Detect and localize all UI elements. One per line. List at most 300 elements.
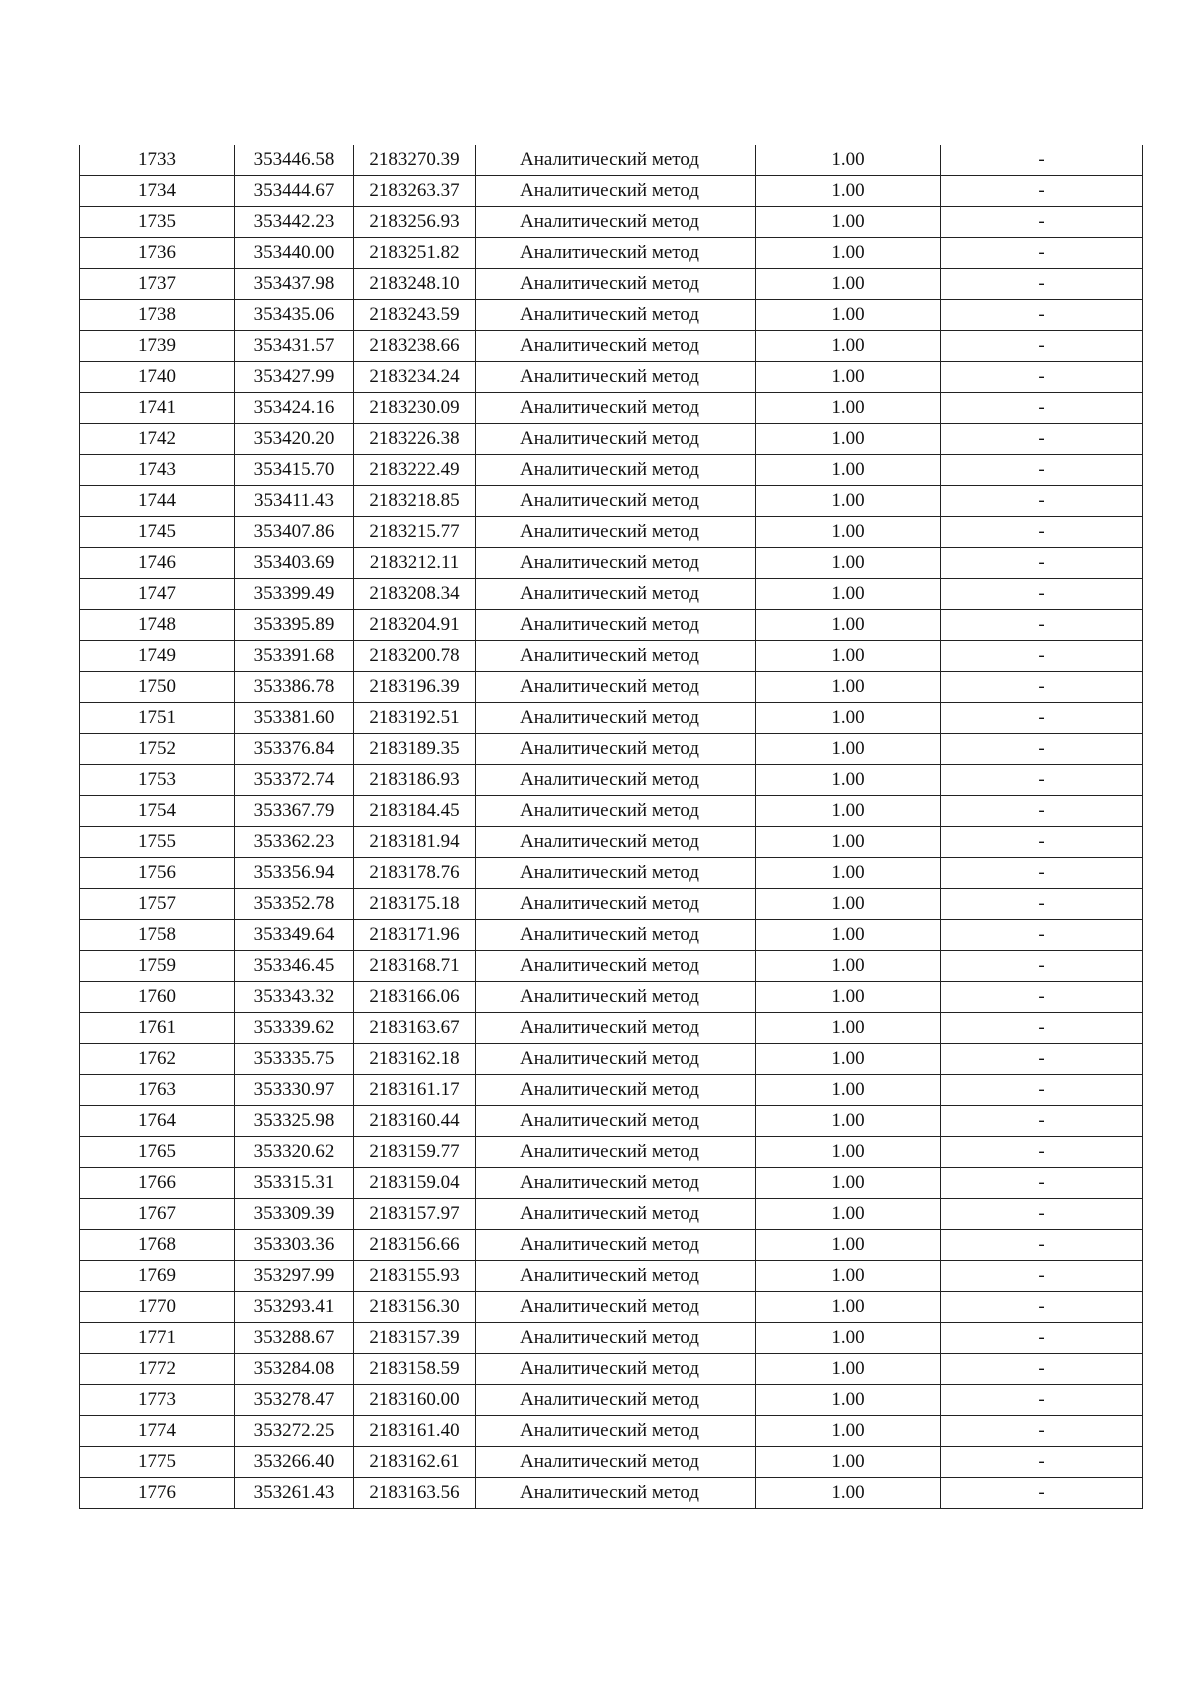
method-cell: Аналитический метод <box>476 1199 756 1230</box>
accuracy-cell: 1.00 <box>756 920 941 951</box>
method-cell: Аналитический метод <box>476 1354 756 1385</box>
note-cell: - <box>941 1261 1143 1292</box>
table-row <box>80 1354 1143 1385</box>
point-number-cell: 1734 <box>80 176 235 207</box>
x-coordinate-cell: 353284.08 <box>235 1354 354 1385</box>
y-coordinate-cell: 2183189.35 <box>354 734 476 765</box>
method-cell: Аналитический метод <box>476 734 756 765</box>
method-cell: Аналитический метод <box>476 1137 756 1168</box>
point-number-cell: 1743 <box>80 455 235 486</box>
method-cell: Аналитический метод <box>476 1478 756 1509</box>
method-cell: Аналитический метод <box>476 796 756 827</box>
note-cell: - <box>941 1075 1143 1106</box>
method-cell: Аналитический метод <box>476 858 756 889</box>
y-coordinate-cell: 2183157.39 <box>354 1323 476 1354</box>
y-coordinate-cell: 2183156.66 <box>354 1230 476 1261</box>
method-cell: Аналитический метод <box>476 1416 756 1447</box>
point-number-cell: 1745 <box>80 517 235 548</box>
method-cell: Аналитический метод <box>476 362 756 393</box>
table-row <box>80 1044 1143 1075</box>
method-cell: Аналитический метод <box>476 145 756 176</box>
point-number-cell: 1749 <box>80 641 235 672</box>
point-number-cell: 1770 <box>80 1292 235 1323</box>
table-row <box>80 610 1143 641</box>
table-row <box>80 889 1143 920</box>
table-row <box>80 858 1143 889</box>
point-number-cell: 1759 <box>80 951 235 982</box>
x-coordinate-cell: 353356.94 <box>235 858 354 889</box>
accuracy-cell: 1.00 <box>756 610 941 641</box>
table-row <box>80 269 1143 300</box>
method-cell: Аналитический метод <box>476 331 756 362</box>
note-cell: - <box>941 1478 1143 1509</box>
y-coordinate-cell: 2183215.77 <box>354 517 476 548</box>
table-row <box>80 362 1143 393</box>
method-cell: Аналитический метод <box>476 238 756 269</box>
point-number-cell: 1757 <box>80 889 235 920</box>
y-coordinate-cell: 2183270.39 <box>354 145 476 176</box>
table-row <box>80 982 1143 1013</box>
accuracy-cell: 1.00 <box>756 765 941 796</box>
y-coordinate-cell: 2183161.17 <box>354 1075 476 1106</box>
table-row <box>80 1261 1143 1292</box>
x-coordinate-cell: 353424.16 <box>235 393 354 424</box>
note-cell: - <box>941 1013 1143 1044</box>
point-number-cell: 1737 <box>80 269 235 300</box>
note-cell: - <box>941 672 1143 703</box>
point-number-cell: 1754 <box>80 796 235 827</box>
y-coordinate-cell: 2183159.04 <box>354 1168 476 1199</box>
y-coordinate-cell: 2183200.78 <box>354 641 476 672</box>
accuracy-cell: 1.00 <box>756 269 941 300</box>
accuracy-cell: 1.00 <box>756 300 941 331</box>
y-coordinate-cell: 2183263.37 <box>354 176 476 207</box>
y-coordinate-cell: 2183192.51 <box>354 703 476 734</box>
table-row <box>80 1230 1143 1261</box>
point-number-cell: 1763 <box>80 1075 235 1106</box>
note-cell: - <box>941 579 1143 610</box>
table-row <box>80 207 1143 238</box>
table-row <box>80 424 1143 455</box>
note-cell: - <box>941 455 1143 486</box>
point-number-cell: 1751 <box>80 703 235 734</box>
y-coordinate-cell: 2183163.56 <box>354 1478 476 1509</box>
y-coordinate-cell: 2183155.93 <box>354 1261 476 1292</box>
x-coordinate-cell: 353309.39 <box>235 1199 354 1230</box>
method-cell: Аналитический метод <box>476 1261 756 1292</box>
accuracy-cell: 1.00 <box>756 1447 941 1478</box>
method-cell: Аналитический метод <box>476 1168 756 1199</box>
note-cell: - <box>941 827 1143 858</box>
y-coordinate-cell: 2183218.85 <box>354 486 476 517</box>
x-coordinate-cell: 353325.98 <box>235 1106 354 1137</box>
coordinates-table-body <box>80 145 1143 1509</box>
method-cell: Аналитический метод <box>476 1323 756 1354</box>
note-cell: - <box>941 951 1143 982</box>
note-cell: - <box>941 796 1143 827</box>
point-number-cell: 1771 <box>80 1323 235 1354</box>
x-coordinate-cell: 353272.25 <box>235 1416 354 1447</box>
accuracy-cell: 1.00 <box>756 982 941 1013</box>
note-cell: - <box>941 1416 1143 1447</box>
point-number-cell: 1735 <box>80 207 235 238</box>
table-row <box>80 1447 1143 1478</box>
accuracy-cell: 1.00 <box>756 827 941 858</box>
table-row <box>80 734 1143 765</box>
accuracy-cell: 1.00 <box>756 1106 941 1137</box>
method-cell: Аналитический метод <box>476 672 756 703</box>
note-cell: - <box>941 176 1143 207</box>
x-coordinate-cell: 353407.86 <box>235 517 354 548</box>
table-row <box>80 486 1143 517</box>
table-row <box>80 1292 1143 1323</box>
method-cell: Аналитический метод <box>476 765 756 796</box>
point-number-cell: 1762 <box>80 1044 235 1075</box>
table-row <box>80 672 1143 703</box>
y-coordinate-cell: 2183234.24 <box>354 362 476 393</box>
accuracy-cell: 1.00 <box>756 331 941 362</box>
accuracy-cell: 1.00 <box>756 672 941 703</box>
method-cell: Аналитический метод <box>476 300 756 331</box>
table-row <box>80 1385 1143 1416</box>
method-cell: Аналитический метод <box>476 1106 756 1137</box>
y-coordinate-cell: 2183156.30 <box>354 1292 476 1323</box>
table-row <box>80 1199 1143 1230</box>
y-coordinate-cell: 2183160.00 <box>354 1385 476 1416</box>
note-cell: - <box>941 1385 1143 1416</box>
note-cell: - <box>941 269 1143 300</box>
note-cell: - <box>941 641 1143 672</box>
point-number-cell: 1775 <box>80 1447 235 1478</box>
y-coordinate-cell: 2183248.10 <box>354 269 476 300</box>
note-cell: - <box>941 920 1143 951</box>
x-coordinate-cell: 353339.62 <box>235 1013 354 1044</box>
accuracy-cell: 1.00 <box>756 145 941 176</box>
x-coordinate-cell: 353420.20 <box>235 424 354 455</box>
table-row <box>80 1075 1143 1106</box>
point-number-cell: 1748 <box>80 610 235 641</box>
accuracy-cell: 1.00 <box>756 889 941 920</box>
table-row <box>80 1168 1143 1199</box>
y-coordinate-cell: 2183251.82 <box>354 238 476 269</box>
table-row <box>80 1416 1143 1447</box>
method-cell: Аналитический метод <box>476 641 756 672</box>
y-coordinate-cell: 2183160.44 <box>354 1106 476 1137</box>
x-coordinate-cell: 353293.41 <box>235 1292 354 1323</box>
accuracy-cell: 1.00 <box>756 1137 941 1168</box>
x-coordinate-cell: 353372.74 <box>235 765 354 796</box>
method-cell: Аналитический метод <box>476 207 756 238</box>
y-coordinate-cell: 2183163.67 <box>354 1013 476 1044</box>
y-coordinate-cell: 2183161.40 <box>354 1416 476 1447</box>
y-coordinate-cell: 2183159.77 <box>354 1137 476 1168</box>
method-cell: Аналитический метод <box>476 1385 756 1416</box>
table-row <box>80 1323 1143 1354</box>
point-number-cell: 1750 <box>80 672 235 703</box>
table-row <box>80 641 1143 672</box>
point-number-cell: 1752 <box>80 734 235 765</box>
note-cell: - <box>941 1044 1143 1075</box>
y-coordinate-cell: 2183243.59 <box>354 300 476 331</box>
table-row <box>80 145 1143 176</box>
table-row <box>80 517 1143 548</box>
point-number-cell: 1768 <box>80 1230 235 1261</box>
note-cell: - <box>941 703 1143 734</box>
accuracy-cell: 1.00 <box>756 1354 941 1385</box>
x-coordinate-cell: 353346.45 <box>235 951 354 982</box>
table-row <box>80 796 1143 827</box>
point-number-cell: 1744 <box>80 486 235 517</box>
table-row <box>80 703 1143 734</box>
point-number-cell: 1756 <box>80 858 235 889</box>
x-coordinate-cell: 353403.69 <box>235 548 354 579</box>
note-cell: - <box>941 1106 1143 1137</box>
x-coordinate-cell: 353376.84 <box>235 734 354 765</box>
point-number-cell: 1765 <box>80 1137 235 1168</box>
method-cell: Аналитический метод <box>476 889 756 920</box>
accuracy-cell: 1.00 <box>756 641 941 672</box>
table-row <box>80 579 1143 610</box>
point-number-cell: 1736 <box>80 238 235 269</box>
y-coordinate-cell: 2183158.59 <box>354 1354 476 1385</box>
y-coordinate-cell: 2183208.34 <box>354 579 476 610</box>
method-cell: Аналитический метод <box>476 486 756 517</box>
note-cell: - <box>941 1137 1143 1168</box>
note-cell: - <box>941 734 1143 765</box>
method-cell: Аналитический метод <box>476 1013 756 1044</box>
y-coordinate-cell: 2183226.38 <box>354 424 476 455</box>
accuracy-cell: 1.00 <box>756 207 941 238</box>
note-cell: - <box>941 1230 1143 1261</box>
accuracy-cell: 1.00 <box>756 1292 941 1323</box>
note-cell: - <box>941 1354 1143 1385</box>
accuracy-cell: 1.00 <box>756 548 941 579</box>
x-coordinate-cell: 353349.64 <box>235 920 354 951</box>
table-row <box>80 331 1143 362</box>
method-cell: Аналитический метод <box>476 610 756 641</box>
method-cell: Аналитический метод <box>476 1075 756 1106</box>
accuracy-cell: 1.00 <box>756 734 941 765</box>
method-cell: Аналитический метод <box>476 703 756 734</box>
y-coordinate-cell: 2183222.49 <box>354 455 476 486</box>
note-cell: - <box>941 145 1143 176</box>
accuracy-cell: 1.00 <box>756 1416 941 1447</box>
note-cell: - <box>941 362 1143 393</box>
note-cell: - <box>941 331 1143 362</box>
accuracy-cell: 1.00 <box>756 424 941 455</box>
x-coordinate-cell: 353444.67 <box>235 176 354 207</box>
note-cell: - <box>941 517 1143 548</box>
note-cell: - <box>941 238 1143 269</box>
x-coordinate-cell: 353266.40 <box>235 1447 354 1478</box>
x-coordinate-cell: 353411.43 <box>235 486 354 517</box>
table-row <box>80 238 1143 269</box>
accuracy-cell: 1.00 <box>756 1044 941 1075</box>
accuracy-cell: 1.00 <box>756 858 941 889</box>
note-cell: - <box>941 1292 1143 1323</box>
note-cell: - <box>941 393 1143 424</box>
method-cell: Аналитический метод <box>476 579 756 610</box>
x-coordinate-cell: 353415.70 <box>235 455 354 486</box>
x-coordinate-cell: 353278.47 <box>235 1385 354 1416</box>
point-number-cell: 1747 <box>80 579 235 610</box>
point-number-cell: 1772 <box>80 1354 235 1385</box>
x-coordinate-cell: 353303.36 <box>235 1230 354 1261</box>
x-coordinate-cell: 353367.79 <box>235 796 354 827</box>
accuracy-cell: 1.00 <box>756 486 941 517</box>
note-cell: - <box>941 548 1143 579</box>
method-cell: Аналитический метод <box>476 1044 756 1075</box>
y-coordinate-cell: 2183178.76 <box>354 858 476 889</box>
table-row <box>80 951 1143 982</box>
x-coordinate-cell: 353352.78 <box>235 889 354 920</box>
x-coordinate-cell: 353435.06 <box>235 300 354 331</box>
method-cell: Аналитический метод <box>476 1447 756 1478</box>
table-row <box>80 920 1143 951</box>
method-cell: Аналитический метод <box>476 455 756 486</box>
table-row <box>80 176 1143 207</box>
point-number-cell: 1739 <box>80 331 235 362</box>
method-cell: Аналитический метод <box>476 827 756 858</box>
x-coordinate-cell: 353330.97 <box>235 1075 354 1106</box>
accuracy-cell: 1.00 <box>756 362 941 393</box>
accuracy-cell: 1.00 <box>756 796 941 827</box>
x-coordinate-cell: 353442.23 <box>235 207 354 238</box>
y-coordinate-cell: 2183256.93 <box>354 207 476 238</box>
method-cell: Аналитический метод <box>476 393 756 424</box>
x-coordinate-cell: 353399.49 <box>235 579 354 610</box>
note-cell: - <box>941 1447 1143 1478</box>
point-number-cell: 1776 <box>80 1478 235 1509</box>
y-coordinate-cell: 2183186.93 <box>354 765 476 796</box>
table-row <box>80 1013 1143 1044</box>
table-row <box>80 1106 1143 1137</box>
point-number-cell: 1755 <box>80 827 235 858</box>
accuracy-cell: 1.00 <box>756 238 941 269</box>
note-cell: - <box>941 1323 1143 1354</box>
x-coordinate-cell: 353446.58 <box>235 145 354 176</box>
table-row <box>80 827 1143 858</box>
note-cell: - <box>941 486 1143 517</box>
x-coordinate-cell: 353437.98 <box>235 269 354 300</box>
note-cell: - <box>941 765 1143 796</box>
y-coordinate-cell: 2183184.45 <box>354 796 476 827</box>
accuracy-cell: 1.00 <box>756 1230 941 1261</box>
method-cell: Аналитический метод <box>476 517 756 548</box>
accuracy-cell: 1.00 <box>756 1323 941 1354</box>
method-cell: Аналитический метод <box>476 1230 756 1261</box>
x-coordinate-cell: 353288.67 <box>235 1323 354 1354</box>
point-number-cell: 1767 <box>80 1199 235 1230</box>
note-cell: - <box>941 207 1143 238</box>
accuracy-cell: 1.00 <box>756 1478 941 1509</box>
y-coordinate-cell: 2183157.97 <box>354 1199 476 1230</box>
point-number-cell: 1773 <box>80 1385 235 1416</box>
note-cell: - <box>941 1168 1143 1199</box>
method-cell: Аналитический метод <box>476 548 756 579</box>
x-coordinate-cell: 353335.75 <box>235 1044 354 1075</box>
accuracy-cell: 1.00 <box>756 1261 941 1292</box>
accuracy-cell: 1.00 <box>756 1168 941 1199</box>
accuracy-cell: 1.00 <box>756 951 941 982</box>
point-number-cell: 1740 <box>80 362 235 393</box>
table-row <box>80 1478 1143 1509</box>
accuracy-cell: 1.00 <box>756 703 941 734</box>
accuracy-cell: 1.00 <box>756 517 941 548</box>
table-row <box>80 548 1143 579</box>
method-cell: Аналитический метод <box>476 951 756 982</box>
method-cell: Аналитический метод <box>476 920 756 951</box>
table-row <box>80 393 1143 424</box>
accuracy-cell: 1.00 <box>756 579 941 610</box>
note-cell: - <box>941 300 1143 331</box>
y-coordinate-cell: 2183175.18 <box>354 889 476 920</box>
x-coordinate-cell: 353440.00 <box>235 238 354 269</box>
note-cell: - <box>941 889 1143 920</box>
point-number-cell: 1746 <box>80 548 235 579</box>
point-number-cell: 1758 <box>80 920 235 951</box>
x-coordinate-cell: 353261.43 <box>235 1478 354 1509</box>
coordinates-table <box>79 145 1143 1509</box>
y-coordinate-cell: 2183181.94 <box>354 827 476 858</box>
point-number-cell: 1733 <box>80 145 235 176</box>
point-number-cell: 1760 <box>80 982 235 1013</box>
point-number-cell: 1742 <box>80 424 235 455</box>
point-number-cell: 1766 <box>80 1168 235 1199</box>
x-coordinate-cell: 353362.23 <box>235 827 354 858</box>
x-coordinate-cell: 353320.62 <box>235 1137 354 1168</box>
note-cell: - <box>941 424 1143 455</box>
x-coordinate-cell: 353391.68 <box>235 641 354 672</box>
y-coordinate-cell: 2183171.96 <box>354 920 476 951</box>
x-coordinate-cell: 353315.31 <box>235 1168 354 1199</box>
y-coordinate-cell: 2183238.66 <box>354 331 476 362</box>
method-cell: Аналитический метод <box>476 176 756 207</box>
y-coordinate-cell: 2183196.39 <box>354 672 476 703</box>
y-coordinate-cell: 2183168.71 <box>354 951 476 982</box>
x-coordinate-cell: 353343.32 <box>235 982 354 1013</box>
table-row <box>80 455 1143 486</box>
point-number-cell: 1769 <box>80 1261 235 1292</box>
y-coordinate-cell: 2183162.61 <box>354 1447 476 1478</box>
point-number-cell: 1741 <box>80 393 235 424</box>
x-coordinate-cell: 353386.78 <box>235 672 354 703</box>
note-cell: - <box>941 1199 1143 1230</box>
method-cell: Аналитический метод <box>476 424 756 455</box>
method-cell: Аналитический метод <box>476 269 756 300</box>
table-row <box>80 300 1143 331</box>
point-number-cell: 1774 <box>80 1416 235 1447</box>
accuracy-cell: 1.00 <box>756 393 941 424</box>
point-number-cell: 1738 <box>80 300 235 331</box>
x-coordinate-cell: 353395.89 <box>235 610 354 641</box>
x-coordinate-cell: 353431.57 <box>235 331 354 362</box>
y-coordinate-cell: 2183162.18 <box>354 1044 476 1075</box>
y-coordinate-cell: 2183204.91 <box>354 610 476 641</box>
accuracy-cell: 1.00 <box>756 1199 941 1230</box>
accuracy-cell: 1.00 <box>756 1013 941 1044</box>
y-coordinate-cell: 2183166.06 <box>354 982 476 1013</box>
table-row <box>80 1137 1143 1168</box>
point-number-cell: 1764 <box>80 1106 235 1137</box>
point-number-cell: 1761 <box>80 1013 235 1044</box>
accuracy-cell: 1.00 <box>756 176 941 207</box>
method-cell: Аналитический метод <box>476 982 756 1013</box>
y-coordinate-cell: 2183230.09 <box>354 393 476 424</box>
note-cell: - <box>941 982 1143 1013</box>
x-coordinate-cell: 353381.60 <box>235 703 354 734</box>
x-coordinate-cell: 353297.99 <box>235 1261 354 1292</box>
